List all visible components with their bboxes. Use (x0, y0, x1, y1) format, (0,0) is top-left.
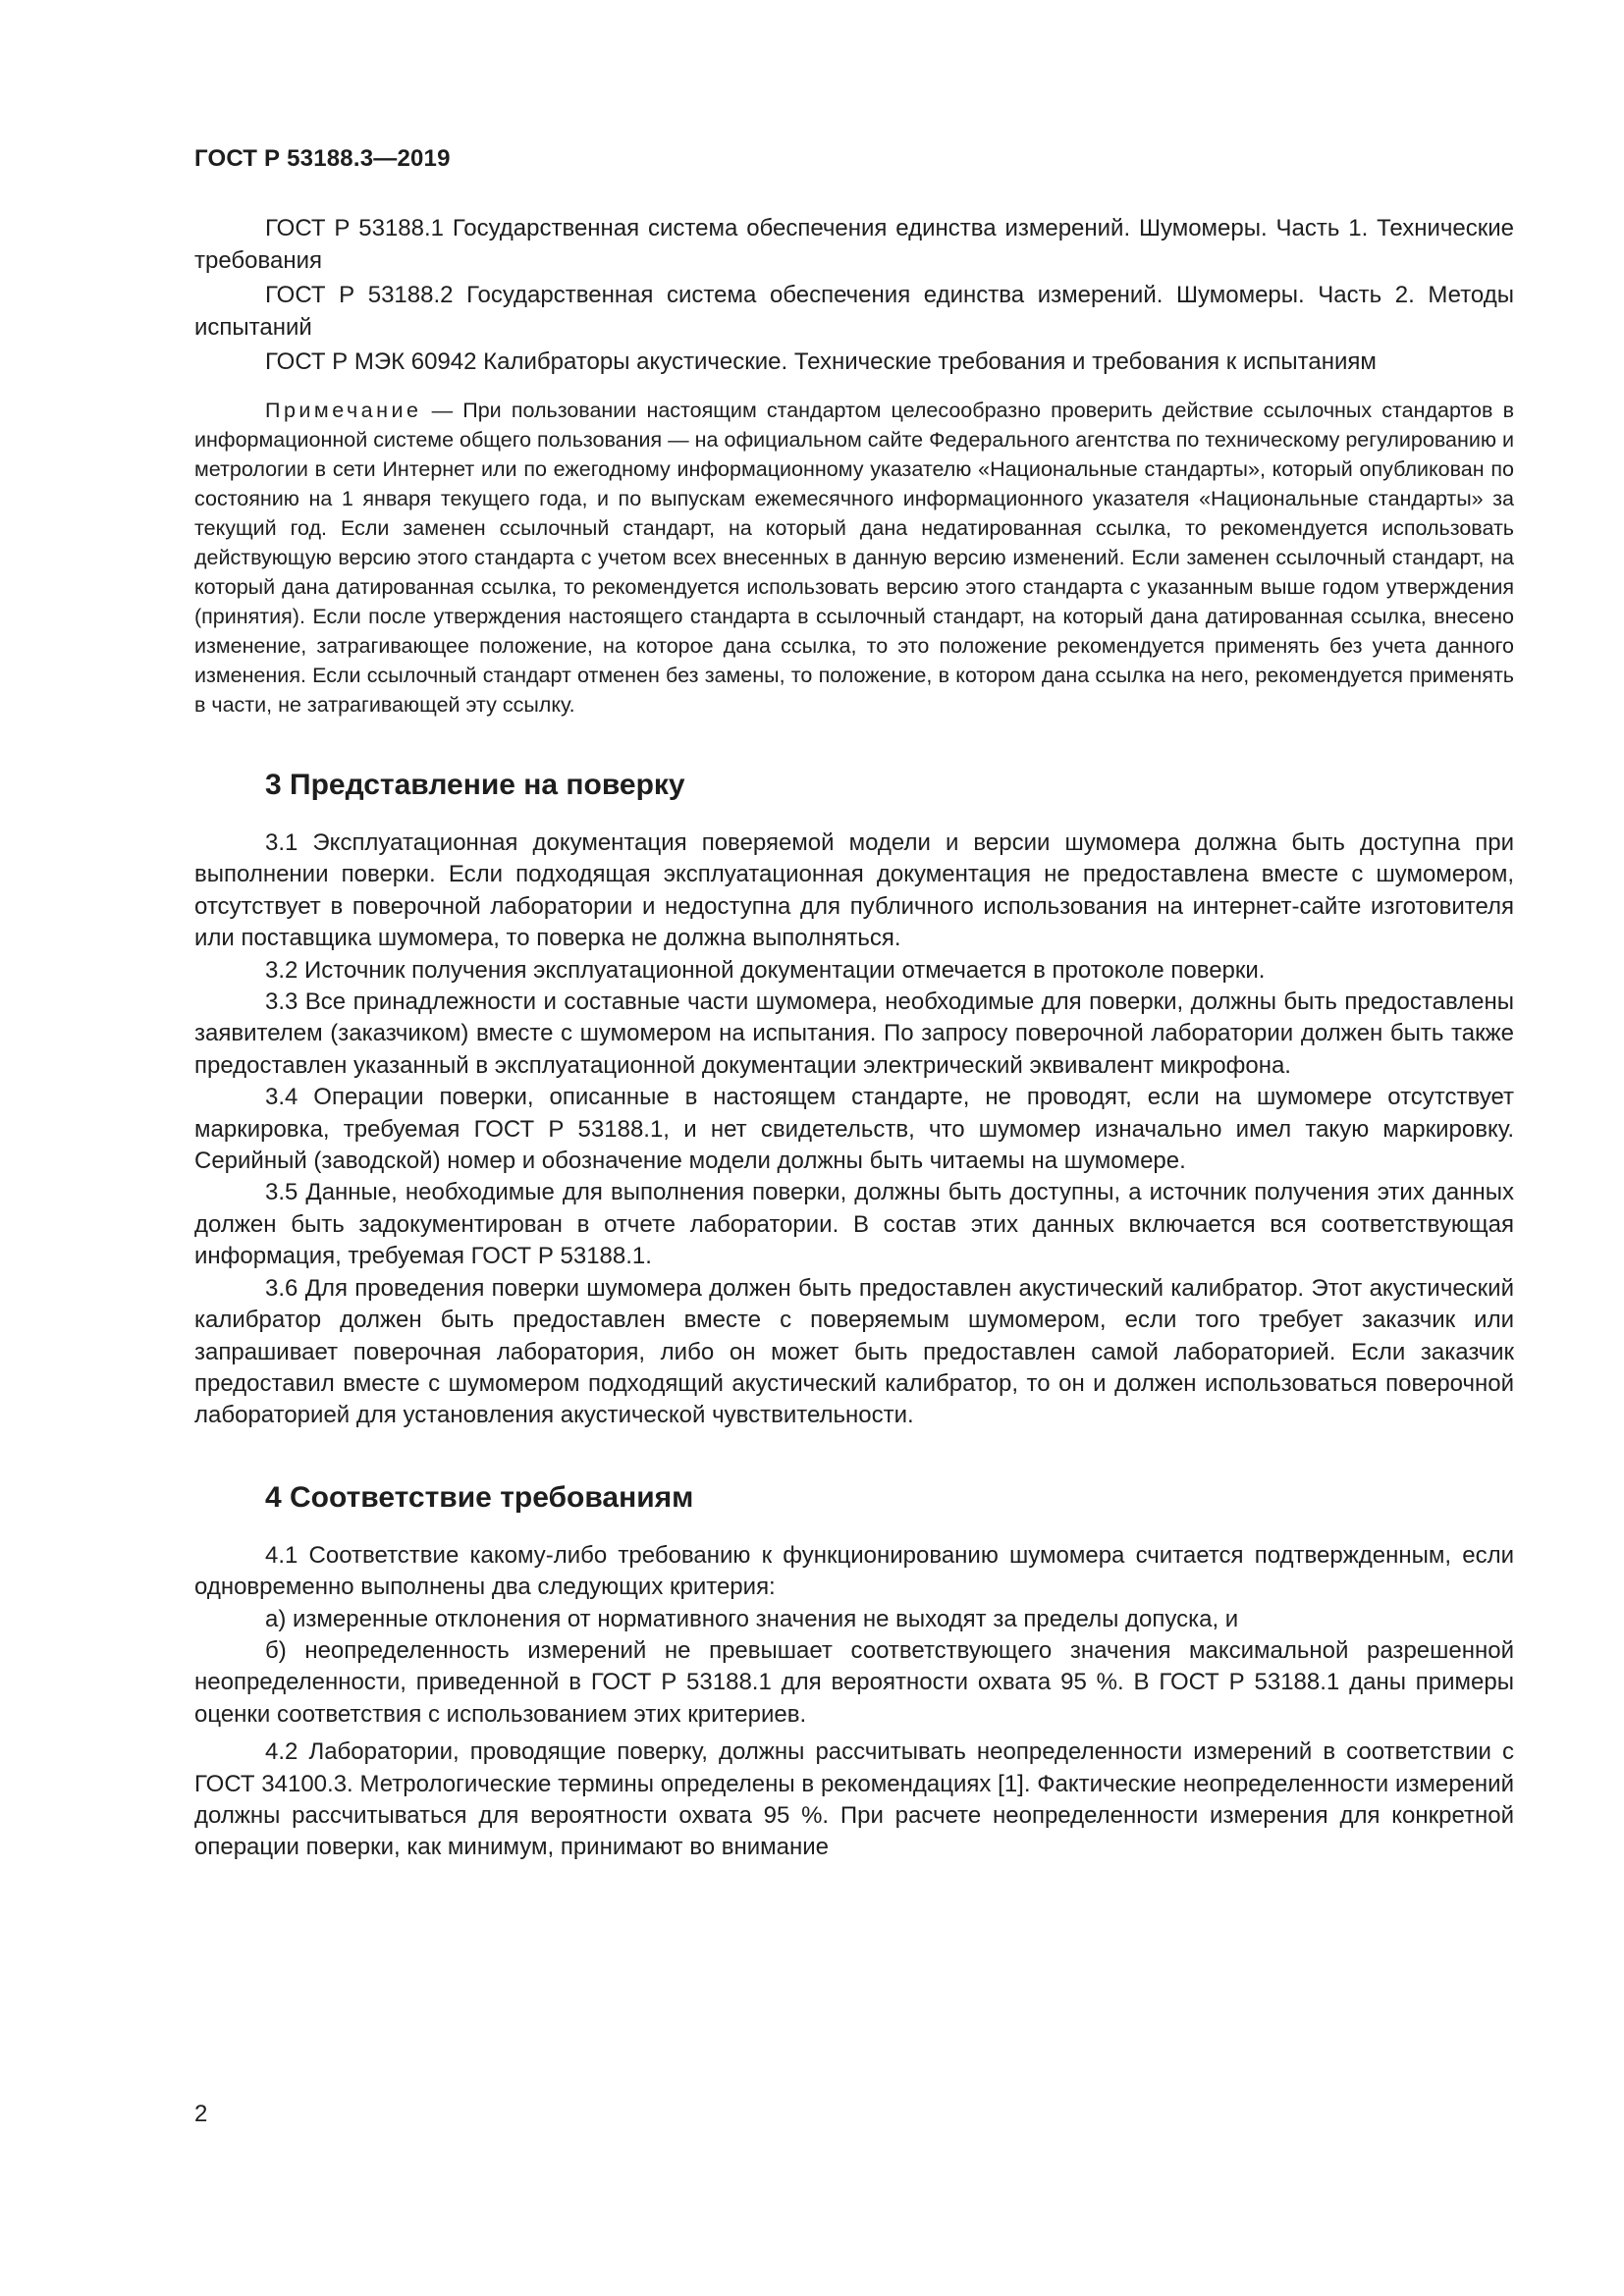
note-label: Примечание (265, 399, 422, 422)
paragraph: 3.5 Данные, необходимые для выполнения поверки, должны быть доступны, а источник получения этих данных должен быть задокументирован в отчете лаборатории. В состав этих данных включается вся соответствующая информация, требуемая ГОСТ Р 53188.1. (194, 1179, 1514, 1270)
reference-item: ГОСТ Р 53188.2 Государственная система обеспечения единства измерений. Шумомеры. Часть 2. Методы испытаний (194, 282, 1514, 341)
page-number: 2 (194, 2101, 208, 2127)
list-item: а) измеренные отклонения от нормативного значения не выходят за пределы допуска, и (265, 1605, 1239, 1632)
document-page (194, 145, 1514, 1864)
reference-item: ГОСТ Р 53188.1 Государственная система обеспечения единства измерений. Шумомеры. Часть 1. Технические требования (194, 215, 1514, 274)
paragraph: 4.2 Лаборатории, проводящие поверку, должны рассчитывать неопределенности измерений в соответствии с ГОСТ 34100.3. Метрологические термины определены в рекомендациях [1]. Фактические неопределенности измерений должны рассчитываться для вероятности охвата 95 %. При расчете неопределенности измерения для конкретной операции поверки, как минимум, принимают во внимание (194, 1738, 1514, 1861)
document-id-header: ГОСТ Р 53188.3—2019 (194, 145, 451, 172)
paragraph: 3.3 Все принадлежности и составные части шумомера, необходимые для поверки, должны быть предоставлены заявителем (заказчиком) вместе с шумомером на испытания. По запросу поверочной лаборатории должен быть также предоставлен указанный в эксплуатационной документации электрический эквивалент микрофона. (194, 988, 1514, 1079)
paragraph: 3.2 Источник получения эксплуатационной документации отмечается в протоколе поверки. (265, 956, 1266, 984)
note-text: — При пользовании настоящим стандартом целесообразно проверить действие ссылочных стандартов в информационной системе общего пользования — на официальном сайте Федерального агентства по техническому регулированию и метрологии в сети Интернет или по ежегодному информационному указателю «Национальные стандарты», который опубликован по состоянию на 1 января текущего года, и по выпускам ежемесячного информационного указателя «Национальные стандарты» за текущий год. Если заменен ссылочный стандарт, на который дана недатированная ссылка, то рекомендуется использовать действующую версию этого стандарта с учетом всех внесенных в данную версию изменений. Если заменен ссылочный стандарт, на который дана датированная ссылка, то рекомендуется использовать версию этого стандарта с указанным выше годом утверждения (принятия). Если после утверждения настоящего стандарта в ссылочный стандарт, на который дана датированная ссылка, внесено изменение, затрагивающее положение, на которое дана ссылка, то это положение рекомендуется применять без учета данного изменения. Если ссылочный стандарт отменен без замены, то положение, в котором дана ссылка на него, рекомендуется применять в части, не затрагивающей эту ссылку. (194, 399, 1514, 717)
paragraph: 4.1 Соответствие какому-либо требованию к функционированию шумомера считается подтвержденным, если одновременно выполнены два следующих критерия: (194, 1541, 1514, 1601)
section-3-heading: 3 Представление на поверку (265, 769, 685, 801)
reference-item: ГОСТ Р МЭК 60942 Калибраторы акустические. Технические требования и требования к испытаниям (265, 348, 1377, 375)
reference-note (194, 396, 1514, 720)
section-4-heading: 4 Соответствие требованиям (265, 1480, 694, 1514)
paragraph: 3.1 Эксплуатационная документация поверяемой модели и версии шумомера должна быть доступна при выполнении поверки. Если подходящая эксплуатационная документация не предоставлена вместе с шумомером, отсутствует в поверочной лаборатории и недоступна для публичного использования на интернет-сайте изготовителя или поставщика шумомера, то поверка не должна выполняться. (194, 829, 1514, 952)
paragraph: 3.4 Операции поверки, описанные в настоящем стандарте, не проводят, если на шумомере отсутствует маркировка, требуемая ГОСТ Р 53188.1, и нет свидетельств, что шумомер изначально имел такую маркировку. Серийный (заводской) номер и обозначение модели должны быть читаемы на шумомере. (194, 1084, 1514, 1175)
list-item: б) неопределенность измерений не превышает соответствующего значения максимальной разрешенной неопределенности, приведенной в ГОСТ Р 53188.1 для вероятности охвата 95 %. В ГОСТ Р 53188.1 даны примеры оценки соответствия с использованием этих критериев. (194, 1636, 1514, 1728)
paragraph: 3.6 Для проведения поверки шумомера должен быть предоставлен акустический калибратор. Этот акустический калибратор должен быть предоставлен вместе с поверяемым шумомером, если того требует заказчик или запрашивает поверочная лаборатория, либо он может быть предоставлен самой лабораторией. Если заказчик предоставил вместе с шумомером подходящий акустический калибратор, то он и должен использоваться поверочной лабораторией для установления акустической чувствительности. (194, 1274, 1514, 1429)
